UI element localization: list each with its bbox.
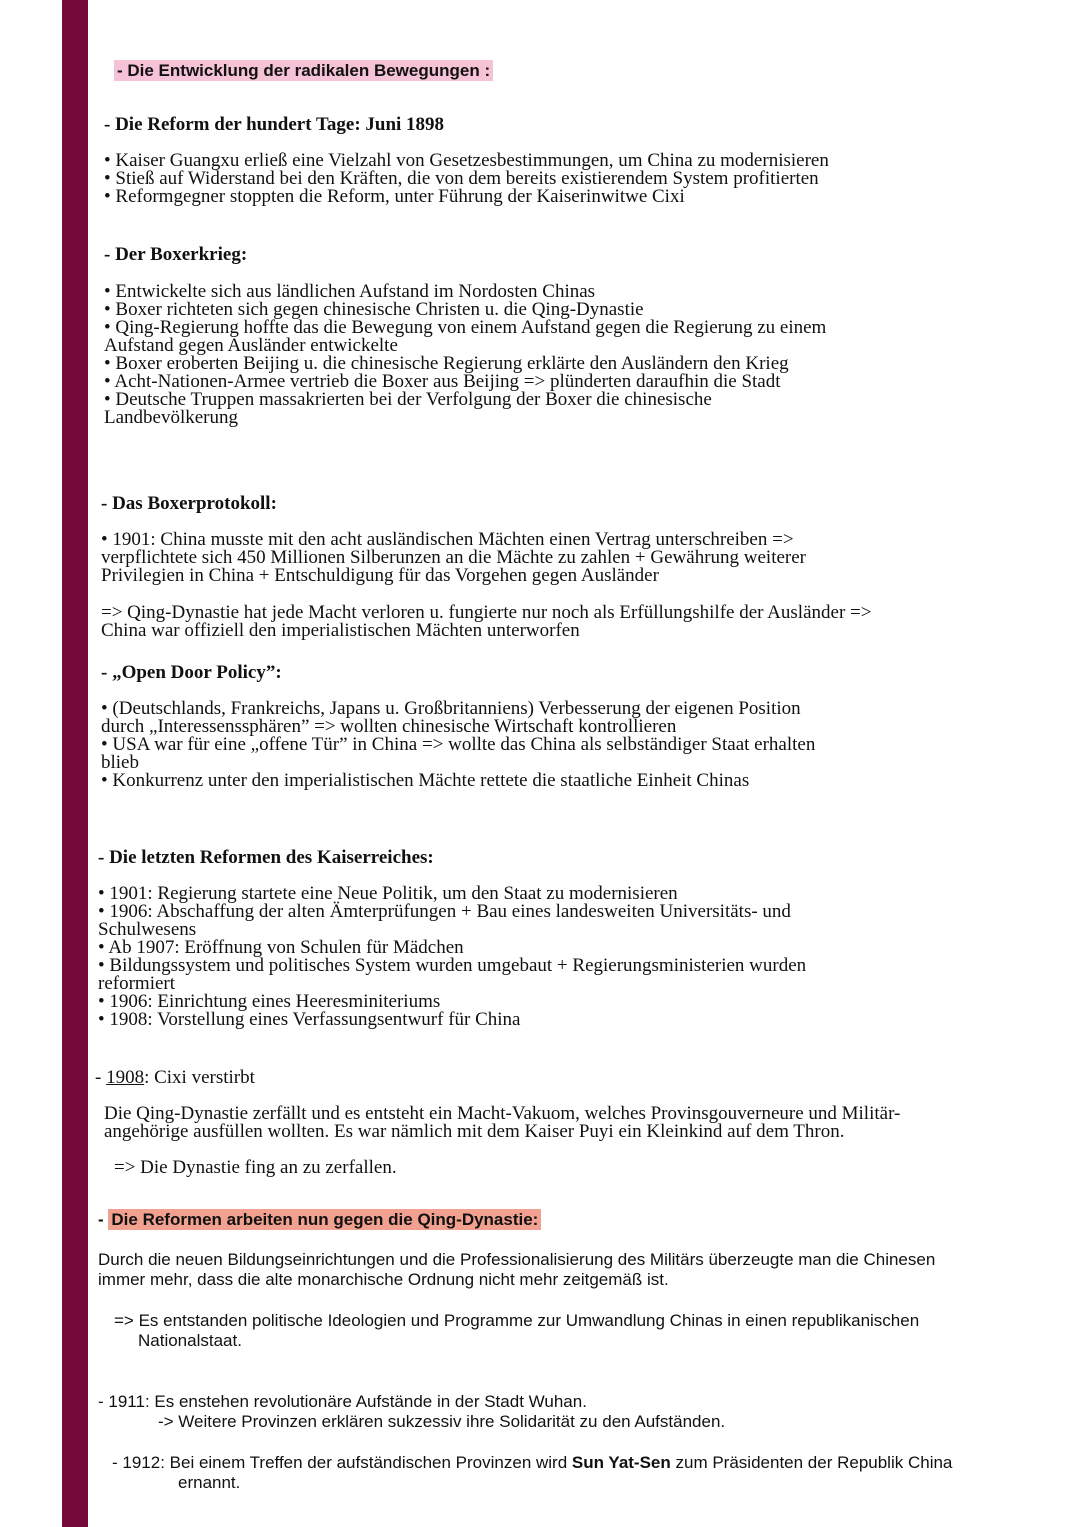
- list-item: Landbevölkerung: [104, 407, 239, 428]
- section-heading-radical: - Die Entwicklung der radikalen Bewegungen :: [114, 61, 493, 81]
- section-title-reform100: - Die Reform der hundert Tage: Juni 1898: [104, 114, 445, 135]
- list-item: durch „Interessenssphären” => wollten chinesische Wirtschaft kontrollieren: [101, 716, 677, 737]
- section-title-letzte-reformen: - Die letzten Reformen des Kaiserreiches:: [98, 847, 434, 868]
- list-item: • Acht-Nationen-Armee vertrieb die Boxer aus Beijing => plünderten daraufhin die Stadt: [104, 371, 781, 392]
- list-item: • 1906: Abschaffung der alten Ämterprüfungen + Bau eines landesweiten Universitäts- und: [98, 901, 791, 922]
- gegen-qing-paragraph: Durch die neuen Bildungseinrichtungen und die Professionalisierung des Militärs überzeugte man die Chinesen immer mehr, dass die alte monarchische Ordnung nicht mehr zeitgemäß ist.: [98, 1250, 936, 1289]
- event-1912: - 1912: Bei einem Treffen der aufständischen Provinzen wird Sun Yat-Sen zum Präsidenten der Republik China ernannt.: [112, 1453, 953, 1492]
- year-1908: 1908: [106, 1067, 145, 1088]
- cixi-conclusion: => Die Dynastie fing an zu zerfallen.: [114, 1157, 397, 1178]
- list-item: • Deutsche Truppen massakrierten bei der Verfolgung der Boxer die chinesische: [104, 389, 712, 410]
- list-item: verpflichtete sich 450 Millionen Silberunzen an die Mächte zu zahlen + Gewährung weiterer: [101, 547, 807, 568]
- cixi-heading: - 1908: Cixi verstirbt: [95, 1067, 255, 1088]
- list-item: • Boxer richteten sich gegen chinesische Christen u. die Qing-Dynastie: [104, 299, 644, 320]
- list-item: Aufstand gegen Ausländer entwickelte: [104, 335, 398, 356]
- list-item: • 1908: Vorstellung eines Verfassungsentwurf für China: [98, 1009, 521, 1030]
- list-item: Schulwesens: [98, 919, 197, 940]
- list-item: • Konkurrenz unter den imperialistischen Mächte rettete die staatliche Einheit Chinas: [101, 770, 750, 791]
- sun-yat-sen-name: Sun Yat-Sen: [571, 1453, 671, 1472]
- left-margin-bar: [62, 0, 88, 1527]
- event-1911: - 1911: Es enstehen revolutionäre Aufstände in der Stadt Wuhan. -> Weitere Provinzen erklären sukzessiv ihre Solidarität zu den Aufständen.: [98, 1392, 726, 1431]
- boxerprotokoll-conclusion: => Qing-Dynastie hat jede Macht verloren u. fungierte nur noch als Erfüllungshilfe der Ausländer => China war offiziell den imperialistischen Mächten unterworfen: [101, 602, 872, 641]
- list-item: reformiert: [98, 973, 176, 994]
- list-item: • USA war für eine „offene Tür” in China => wollte das China als selbständiger Staat erhalten: [101, 734, 816, 755]
- list-item: • Boxer eroberten Beijing u. die chinesische Regierung erklärte den Ausländern den Krieg: [104, 353, 789, 374]
- list-item: • 1901: China musste mit den acht ausländischen Mächten einen Vertrag unterschreiben =>: [101, 529, 794, 550]
- boxerkrieg-list: [104, 283, 826, 427]
- section-title-boxerprotokoll: - Das Boxerprotokoll:: [101, 493, 277, 514]
- cixi-paragraph: Die Qing-Dynastie zerfällt und es entsteht ein Macht-Vakuom, welches Provinsgouverneure und Militär- angehörige ausfüllen wollten. Es war nämlich mit dem Kaiser Puyi ein Kleinkind auf dem Thron.: [104, 1103, 901, 1142]
- list-item: • Entwickelte sich aus ländlichen Aufstand im Nordosten Chinas: [104, 281, 596, 302]
- list-item: • Kaiser Guangxu erließ eine Vielzahl von Gesetzesbestimmungen, um China zu modernisieren: [104, 150, 829, 171]
- list-item: • Bildungssystem und politisches System wurden umgebaut + Regierungsministerien wurden: [98, 955, 807, 976]
- list-item: • 1901: Regierung startete eine Neue Politik, um den Staat zu modernisieren: [98, 883, 678, 904]
- section-title-opendoor: - „Open Door Policy”:: [101, 662, 282, 683]
- reform100-list: [104, 152, 829, 206]
- opendoor-list: [101, 700, 815, 790]
- list-item: • Qing-Regierung hoffte das die Bewegung von einem Aufstand gegen die Regierung zu einem: [104, 317, 827, 338]
- list-item: • Reformgegner stoppten die Reform, unter Führung der Kaiserinwitwe Cixi: [104, 186, 685, 207]
- list-item: • Stieß auf Widerstand bei den Kräften, die von dem bereits existierendem System profitierten: [104, 168, 819, 189]
- list-item: • Ab 1907: Eröffnung von Schulen für Mädchen: [98, 937, 464, 958]
- letzte-reformen-list: [98, 885, 806, 1029]
- list-item: • (Deutschlands, Frankreichs, Japans u. Großbritanniens) Verbesserung der eigenen Position: [101, 698, 801, 719]
- boxerprotokoll-list: [101, 531, 806, 585]
- gegen-qing-conclusion: => Es entstanden politische Ideologien und Programme zur Umwandlung Chinas in einen republikanischen Nationalstaat.: [114, 1311, 920, 1350]
- list-item: blieb: [101, 752, 139, 773]
- list-item: Privilegien in China + Entschuldigung für das Vorgehen gegen Ausländer: [101, 565, 659, 586]
- section-heading-gegen-qing: - Die Reformen arbeiten nun gegen die Qing-Dynastie:: [98, 1210, 541, 1230]
- list-item: • 1906: Einrichtung eines Heeresminiteriums: [98, 991, 441, 1012]
- section-title-boxerkrieg: - Der Boxerkrieg:: [104, 244, 248, 265]
